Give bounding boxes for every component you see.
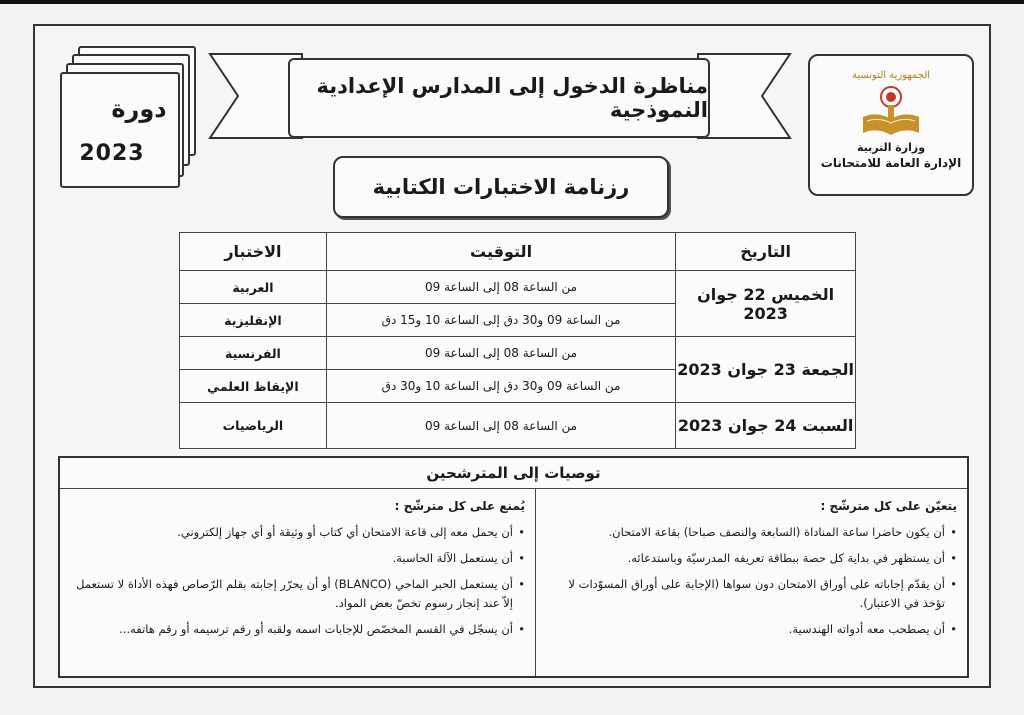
table-header-row	[180, 233, 856, 271]
list-item: • أن يكون حاضرا ساعة المناداة (السابعة والنصف صباحا) بقاعة الامتحان.	[546, 523, 957, 542]
recommendations-header	[60, 458, 967, 489]
time-cell: من الساعة 09 و30 دق إلى الساعة 10 و30 دق	[326, 370, 675, 403]
subject-cell: الإيقاظ العلمي	[180, 370, 327, 403]
obligations-list	[546, 523, 957, 639]
list-item: • أن يستعمل الحبر الماحي (BLANCO) أو أن يحرّر إجابته بقلم الرّصاص فهذه الأداة لا تستعمل إلاّ عند إنجاز رسوم تخصّ بعض المواد.	[70, 575, 525, 613]
list-item: • أن يحمل معه إلى قاعة الامتحان أي كتاب أو وثيقة أو أي جهاز إلكتروني.	[70, 523, 525, 542]
list-item: • أن يصطحب معه أدواته الهندسية.	[546, 620, 957, 639]
subject-cell: الفرنسية	[180, 337, 327, 370]
list-item: • أن يستعمل الآلة الحاسبة.	[70, 549, 525, 568]
table-row	[180, 337, 856, 370]
title-banner	[288, 58, 710, 138]
subtitle-box	[333, 156, 669, 218]
ministry-logo-box	[808, 54, 974, 196]
scan-top-edge	[0, 0, 1024, 4]
session-card	[60, 72, 180, 188]
ministry-emblem-icon	[859, 83, 923, 139]
department-name: الإدارة العامة للامتحانات	[820, 156, 962, 170]
subject-cell: الإنقليزية	[180, 304, 327, 337]
recommendations-box	[58, 456, 969, 678]
obligations-column	[535, 489, 967, 676]
prohibitions-list	[70, 523, 525, 639]
subject-cell: العربية	[180, 271, 327, 304]
date-cell: الجمعة 23 جوان 2023	[676, 337, 856, 403]
obligations-heading: يتعيّن على كل مترشّح :	[820, 499, 957, 513]
header-date: التاريخ	[676, 233, 856, 271]
table-row	[180, 403, 856, 449]
session-label: دورة	[111, 94, 167, 123]
date-cell: الخميس 22 جوان 2023	[676, 271, 856, 337]
list-item: • أن يقدّم إجاباته على أوراق الامتحان دون سواها (الإجابة على أوراق المسوّدات لا تؤخذ في الاعتبار).	[546, 575, 957, 613]
republic-name: الجمهورية التونسية	[851, 70, 931, 81]
exam-schedule-table	[179, 232, 856, 449]
session-year: 2023	[79, 140, 145, 166]
list-item: • أن يسجّل في القسم المخصّص للإجابات اسمه ولقبه أو رقم ترسيمه أو رقم هاتفه...	[70, 620, 525, 639]
time-cell: من الساعة 09 و30 دق إلى الساعة 10 و15 دق	[326, 304, 675, 337]
time-cell: من الساعة 08 إلى الساعة 09	[326, 271, 675, 304]
time-cell: من الساعة 08 إلى الساعة 09	[326, 403, 675, 449]
date-cell: السبت 24 جوان 2023	[676, 403, 856, 449]
recommendations-title: توصيات إلى المترشحين	[426, 464, 601, 482]
header-subject: الاختبار	[180, 233, 327, 271]
time-cell: من الساعة 08 إلى الساعة 09	[326, 337, 675, 370]
banner-title: مناظرة الدخول إلى المدارس الإعدادية النموذجية	[316, 74, 708, 122]
prohibitions-heading: يُمنع على كل مترشّح :	[394, 499, 525, 513]
recommendations-body	[60, 489, 967, 676]
subtitle: رزنامة الاختبارات الكتابية	[372, 175, 630, 199]
subject-cell: الرياضيات	[180, 403, 327, 449]
list-item: • أن يستظهر في بداية كل حصة ببطاقة تعريفه المدرسيّة وباستدعائه.	[546, 549, 957, 568]
prohibitions-column	[60, 489, 535, 676]
ministry-name: وزارة التربية	[856, 141, 926, 154]
header-time: التوقيت	[326, 233, 675, 271]
table-row	[180, 271, 856, 304]
ribbon-right-tail	[696, 52, 792, 148]
